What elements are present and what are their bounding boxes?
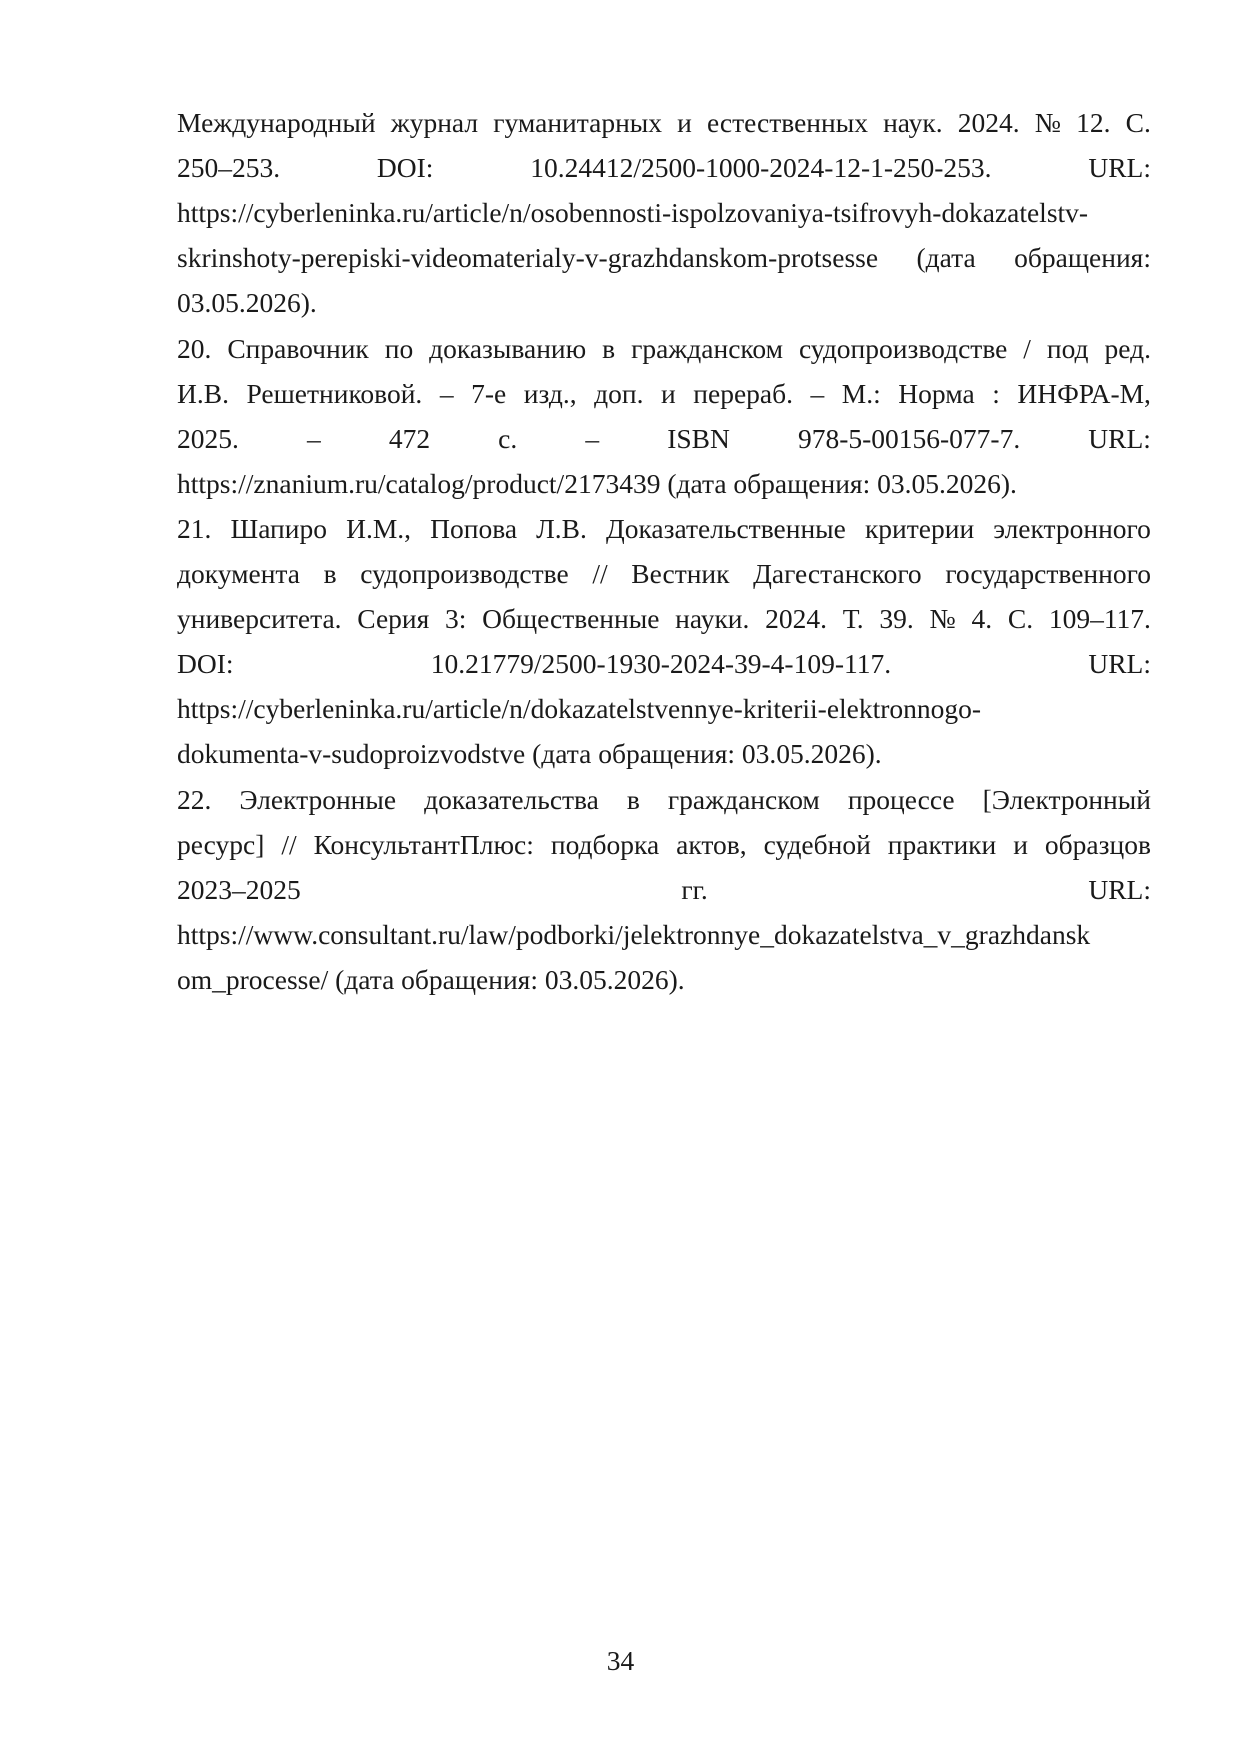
word: Т. [842,603,864,635]
word: КонсультантПлюс: [313,828,534,860]
word: образцов [1044,828,1151,860]
word: ISBN [667,422,730,454]
word: – [585,422,600,454]
word: 250–253. [177,152,281,184]
word: : [992,377,1000,409]
word: Доказательственные [605,512,846,544]
word: гражданском [667,783,820,815]
word: 12. [1076,107,1111,138]
word: и [661,377,676,409]
text-line: https://www.consultant.ru/law/podborki/jelektronnye_dokazatelstva_v_grazhdansk [177,918,1091,950]
word: государственного [945,558,1151,589]
word: И.В. [177,377,229,409]
word: Дагестанского [753,558,922,589]
word: документа [177,558,300,589]
text-line [177,422,1151,456]
word: и [1013,828,1028,860]
word: [Электронный [982,783,1151,815]
word: доказательства [424,783,599,815]
word: гуманитарных [493,107,663,138]
word: 978-5-00156-077-7. [797,422,1021,454]
word: под [1046,332,1089,364]
word: судопроизводстве [798,332,1008,364]
word: гг. [681,873,708,905]
word: по [384,332,414,364]
text-line: https://cyberleninka.ru/article/n/dokazatelstvennye-kriterii-elektronnogo- [177,693,982,725]
word: ред. [1104,332,1151,364]
word: судебной [763,828,871,860]
word: № [929,603,956,635]
word: Справочник [227,332,369,364]
text-line: dokumenta-v-sudoproizvodstve (дата обращения: 03.05.2026). [177,738,882,770]
word: DOI: [376,152,434,184]
text-line [177,783,1151,817]
text-line: https://cyberleninka.ru/article/n/osobennosti-ispolzovaniya-tsifrovyh-dokazatelstv- [177,197,1089,229]
word: 109–117. [1048,603,1151,635]
text-line [177,332,1151,366]
word: URL: [1088,422,1151,454]
text-line [177,557,1151,591]
word: обращения: [1014,242,1151,274]
word: 2024. [765,603,828,635]
word: с. [498,422,518,454]
word: естественных [707,107,868,138]
text-line [177,377,1151,411]
word: изд., [523,377,577,409]
word: skrinshoty-perepiski-videomaterialy-v-grazhdanskom-protsesse [177,242,879,274]
word: доп. [594,377,644,409]
word: перераб. [693,377,793,409]
word: Международный [177,107,376,138]
word: подборка [550,828,660,860]
word: 22. [177,783,212,815]
text-line: https://znanium.ru/catalog/product/2173439 (дата обращения: 03.05.2026). [177,467,1017,499]
word: Решетниковой. [246,377,423,409]
word: 472 [388,422,431,454]
word: науки. [675,603,750,635]
word: процессе [847,783,955,815]
word: гражданском [631,332,784,364]
word: 10.21779/2500-1930-2024-39-4-109-117. [430,648,892,680]
word: актов, [676,828,747,860]
word: – [306,422,321,454]
word: Общественные [482,603,660,635]
word: 2023–2025 [177,873,301,905]
word: С. [1007,603,1034,635]
word: Попова [430,512,518,544]
word: университета. [177,603,342,635]
text-line [177,241,1151,275]
word: DOI: [177,648,234,680]
word: 7-е [471,377,507,409]
text-line [177,602,1151,636]
word: ресурс] [177,828,265,860]
word: (дата [916,242,976,274]
word: URL: [1088,648,1151,680]
word: судопроизводстве [360,558,569,589]
text-line [177,512,1151,546]
word: электронного [993,512,1151,544]
word: // [281,828,297,860]
word: ИНФРА-М, [1017,377,1151,409]
text-line [177,828,1151,862]
word: Электронные [239,783,397,815]
text-line [177,151,1151,185]
word: / [1023,332,1031,364]
word: Вестник [631,558,730,589]
page-number: 34 [606,1645,635,1676]
word: 20. [177,332,212,364]
text-line: 03.05.2026). [177,287,317,319]
word: Серия [357,603,430,635]
word: URL: [1088,873,1151,905]
word: Норма [898,377,975,409]
word: С. [1125,107,1151,138]
word: 21. [177,512,212,544]
word: И.М., [346,512,412,544]
word: – [439,377,454,409]
text-line [177,647,1151,681]
word: наук. [883,107,943,138]
word: № [1034,107,1062,138]
word: 3: [445,603,467,635]
word: 2024. [957,107,1020,138]
word: Шапиро [230,512,327,544]
word: журнал [390,107,479,138]
word: URL: [1088,152,1151,184]
word: практики [887,828,997,860]
word: в [602,332,616,364]
word: – [810,377,825,409]
word: критерии [864,512,975,544]
text-line: om_processe/ (дата обращения: 03.05.2026). [177,963,685,995]
word: 2025. [177,422,239,454]
word: 39. [879,603,914,635]
word: // [592,558,608,589]
word: М.: [841,377,881,409]
word: и [677,107,692,138]
text-line [177,873,1151,907]
word: 4. [971,603,993,635]
word: в [626,783,640,815]
word: 10.24412/2500-1000-2024-12-1-250-253. [530,152,992,184]
word: в [323,558,337,589]
text-line [177,106,1151,140]
word: Л.В. [536,512,587,544]
word: доказыванию [429,332,587,364]
